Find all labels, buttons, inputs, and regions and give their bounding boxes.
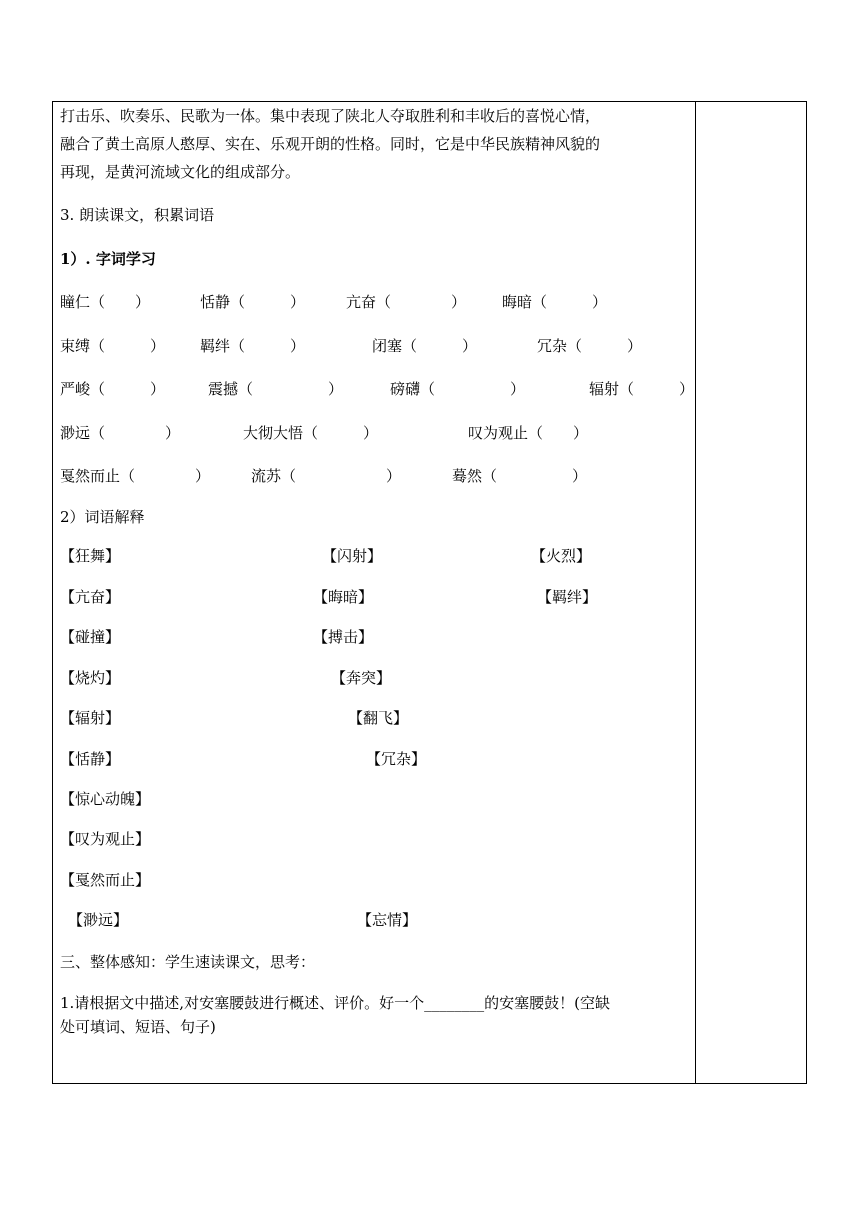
- question-1-suffix: 的安塞腰鼓！(空缺: [484, 994, 610, 1012]
- glossary-item: 【辐射】: [60, 709, 121, 727]
- glossary-item: 【恬静】: [60, 750, 121, 768]
- glossary-item: 【烧灼】: [60, 669, 121, 687]
- vocab-item: 亢奋（ ）: [346, 293, 467, 311]
- vocab-item: 大彻大悟（ ）: [243, 424, 379, 442]
- vocab-item: 束缚（ ）: [60, 337, 166, 355]
- vocab-item: 磅礴（ ）: [390, 380, 526, 398]
- vocab-item: 恬静（ ）: [200, 293, 306, 311]
- glossary-item: 【搏击】: [313, 628, 374, 646]
- glossary-item: 【奔突】: [331, 669, 392, 687]
- vocab-item: 闭塞（ ）: [372, 337, 478, 355]
- glossary-item: 【戛然而止】: [60, 871, 151, 889]
- worksheet-table: [52, 101, 807, 1084]
- glossary-item: 【叹为观止】: [60, 830, 151, 848]
- glossary-item: 【火烈】: [531, 547, 592, 565]
- glossary-item: 【碰撞】: [60, 628, 121, 646]
- intro-line-3: 再现，是黄河流域文化的组成部分。: [60, 163, 301, 181]
- glossary-item: 【狂舞】: [60, 547, 121, 565]
- glossary-item: 【晦暗】: [313, 588, 374, 606]
- intro-line-1: 打击乐、吹奏乐、民歌为一体。集中表现了陕北人夺取胜利和丰收后的喜悦心情，: [60, 107, 601, 125]
- vocab-item: 震撼（ ）: [208, 380, 344, 398]
- vocab-item: 严峻（ ）: [60, 380, 166, 398]
- vocab-item: 渺远（ ）: [60, 424, 181, 442]
- glossary-item: 【冗杂】: [366, 750, 427, 768]
- right-column-divider: [695, 101, 696, 1084]
- glossary-item: 【忘情】: [357, 911, 418, 929]
- question-1-prefix: 1.请根据文中描述,对安塞腰鼓进行概述、评价。好一个: [60, 994, 425, 1012]
- glossary-item: 【亢奋】: [60, 588, 121, 606]
- vocab-item: 瞳仁（ ）: [60, 293, 151, 311]
- vocab-item: 蓦然（ ）: [452, 467, 588, 485]
- vocab-item: 辐射（ ）: [589, 380, 695, 398]
- answer-blank: ________: [424, 994, 485, 1012]
- glossary-item: 【羁绊】: [537, 588, 598, 606]
- glossary-item: 【闪射】: [322, 547, 383, 565]
- vocab-item: 羁绊（ ）: [200, 337, 306, 355]
- question-1-line-1: [60, 994, 610, 1012]
- question-1-line-2: 处可填词、短语、句子): [60, 1018, 216, 1036]
- overall-perception-heading: 三、整体感知：学生速读课文，思考：: [60, 953, 316, 971]
- glossary-item: 【渺远】: [68, 911, 129, 929]
- vocab-item: 戛然而止（ ）: [60, 467, 211, 485]
- word-explanation-title: 2）词语解释: [60, 508, 145, 526]
- word-study-title: 1）. 字词学习: [60, 250, 156, 268]
- intro-line-2: 融合了黄土高原人憨厚、实在、乐观开朗的性格。同时，它是中华民族精神风貌的: [60, 135, 601, 153]
- vocab-item: 叹为观止（ ）: [468, 424, 589, 442]
- section-3-title: 3. 朗读课文，积累词语: [60, 206, 215, 224]
- vocab-item: 流苏（ ）: [251, 467, 402, 485]
- vocab-item: 晦暗（ ）: [502, 293, 608, 311]
- glossary-item: 【翻飞】: [348, 709, 409, 727]
- vocab-item: 冗杂（ ）: [537, 337, 643, 355]
- glossary-item: 【惊心动魄】: [60, 790, 151, 808]
